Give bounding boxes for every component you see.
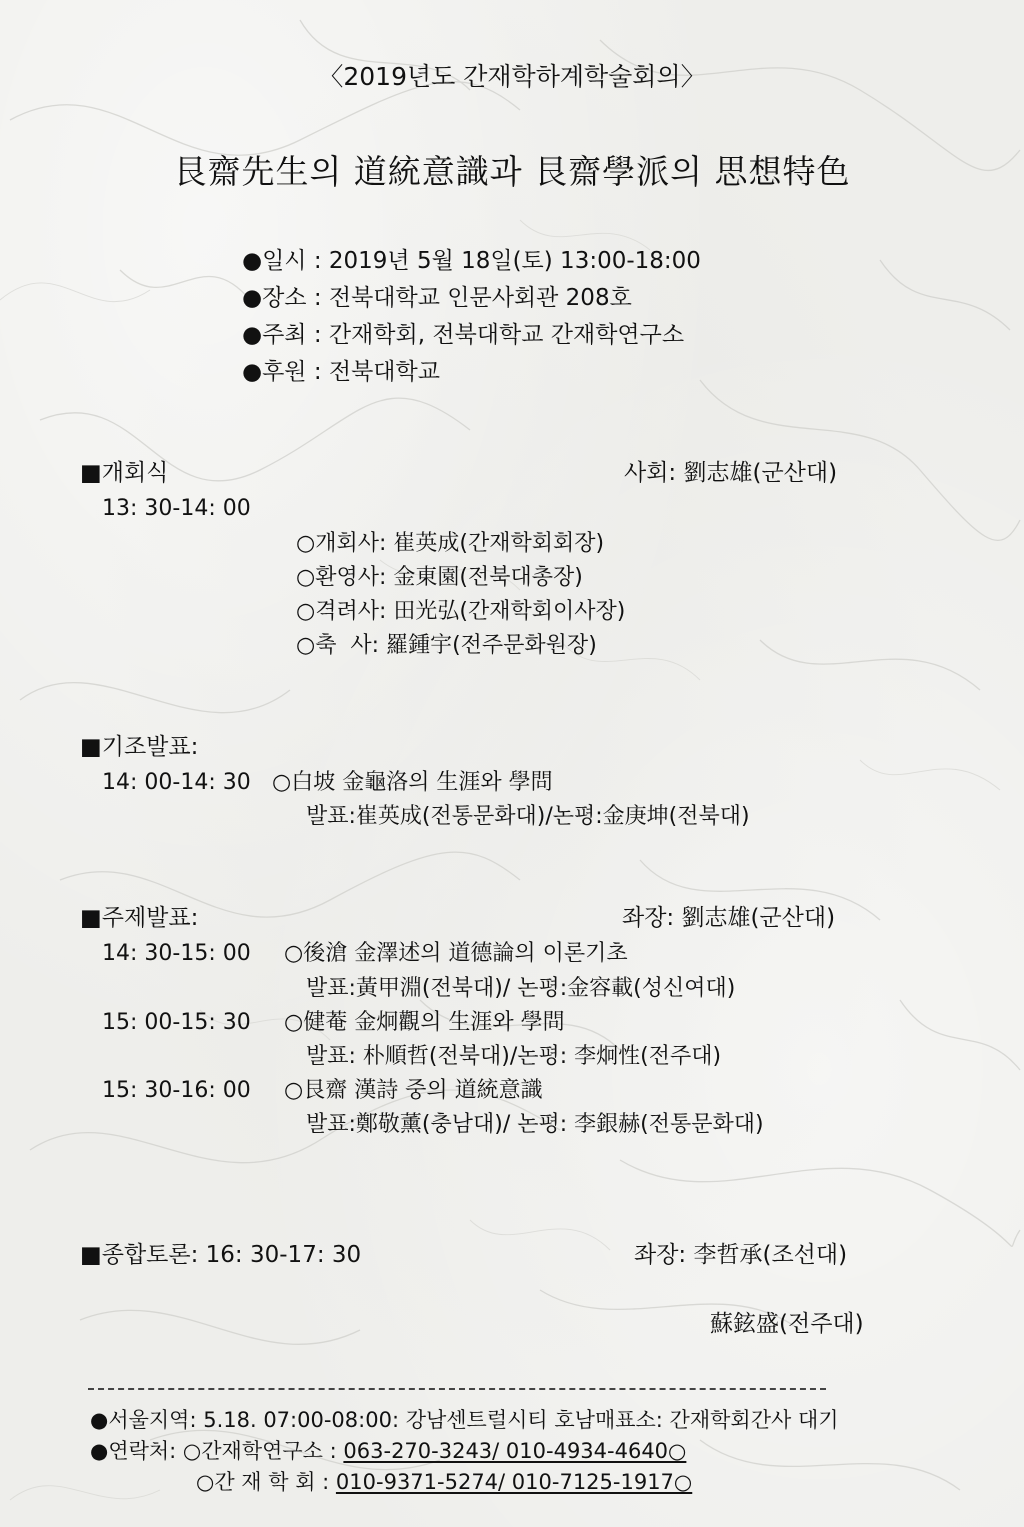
contact-phone-society: 010-9371-5274/ 010-7125-1917○ [335, 1470, 693, 1494]
footer-society [196, 1472, 692, 1493]
opening-item: ○환영사: 金東園(전북대총장) [296, 565, 583, 590]
info-sponsor: ●후원 : 전북대학교 [242, 359, 440, 385]
info-host: ●주최 : 간재학회, 전북대학교 간재학연구소 [242, 322, 685, 348]
session-topic: ○後滄 金澤述의 道德論의 이론기초 [284, 941, 628, 966]
session-topic: ○艮齋 漢詩 중의 道統意識 [284, 1078, 543, 1103]
opening-chair: 사회: 劉志雄(군산대) [624, 460, 838, 486]
discussion-chair: 좌장: 李哲承(조선대) [634, 1242, 848, 1268]
discussion-heading: ■종합토론: 16: 30-17: 30 [80, 1242, 362, 1268]
info-venue: ●장소 : 전북대학교 인문사회관 208호 [242, 285, 632, 311]
footer-seoul: ●서울지역: 5.18. 07:00-08:00: 강남센트럴시티 호남매표소: 간재학회간사 대기 [90, 1408, 839, 1432]
keynote-time: 14: 00-14: 30 [102, 770, 251, 795]
footer-contact [90, 1441, 686, 1462]
opening-heading: ■개회식 [80, 460, 169, 486]
event-title: 〈2019년도 간재학하계학술회의〉 [318, 62, 706, 91]
session-time: 14: 30-15: 00 [102, 941, 251, 966]
divider [88, 1388, 826, 1390]
session-presenter: 발표:黃甲淵(전북대)/ 논평:金容載(성신여대) [306, 976, 736, 1001]
session-presenter: 발표:鄭敬薰(충남대)/ 논평: 李銀赫(전통문화대) [306, 1112, 764, 1137]
keynote-heading: ■기조발표: [80, 734, 199, 760]
society-label: ○간 재 학 회 : [196, 1470, 336, 1494]
keynote-topic: ○白坡 金龜洛의 生涯와 學問 [272, 770, 553, 795]
main-chair: 좌장: 劉志雄(군산대) [622, 905, 836, 931]
opening-item: ○개회사: 崔英成(간재학회회장) [296, 531, 605, 556]
info-date: ●일시 : 2019년 5월 18일(토) 13:00-18:00 [242, 248, 701, 274]
session-presenter: 발표: 朴順哲(전북대)/논평: 李炯性(전주대) [306, 1044, 722, 1069]
opening-item: ○축 사: 羅鍾宇(전주문화원장) [296, 633, 597, 658]
session-time: 15: 30-16: 00 [102, 1078, 251, 1103]
session-topic: ○健菴 金炯觀의 生涯와 學問 [284, 1010, 565, 1035]
main-heading: ■주제발표: [80, 905, 199, 931]
keynote-presenter: 발표:崔英成(전통문화대)/논평:金庚坤(전북대) [306, 804, 750, 829]
session-time: 15: 00-15: 30 [102, 1010, 251, 1035]
contact-label: ●연락처: ○간재학연구소 : [90, 1439, 344, 1463]
opening-item: ○격려사: 田光弘(간재학회이사장) [296, 599, 626, 624]
conference-title: 艮齋先生의 道統意識과 艮齋學派의 思想特色 [173, 152, 851, 191]
discussion-member: 蘇鉉盛(전주대) [710, 1311, 864, 1337]
contact-phone-institute: 063-270-3243/ 010-4934-4640○ [343, 1439, 687, 1463]
opening-time: 13: 30-14: 00 [102, 496, 251, 521]
